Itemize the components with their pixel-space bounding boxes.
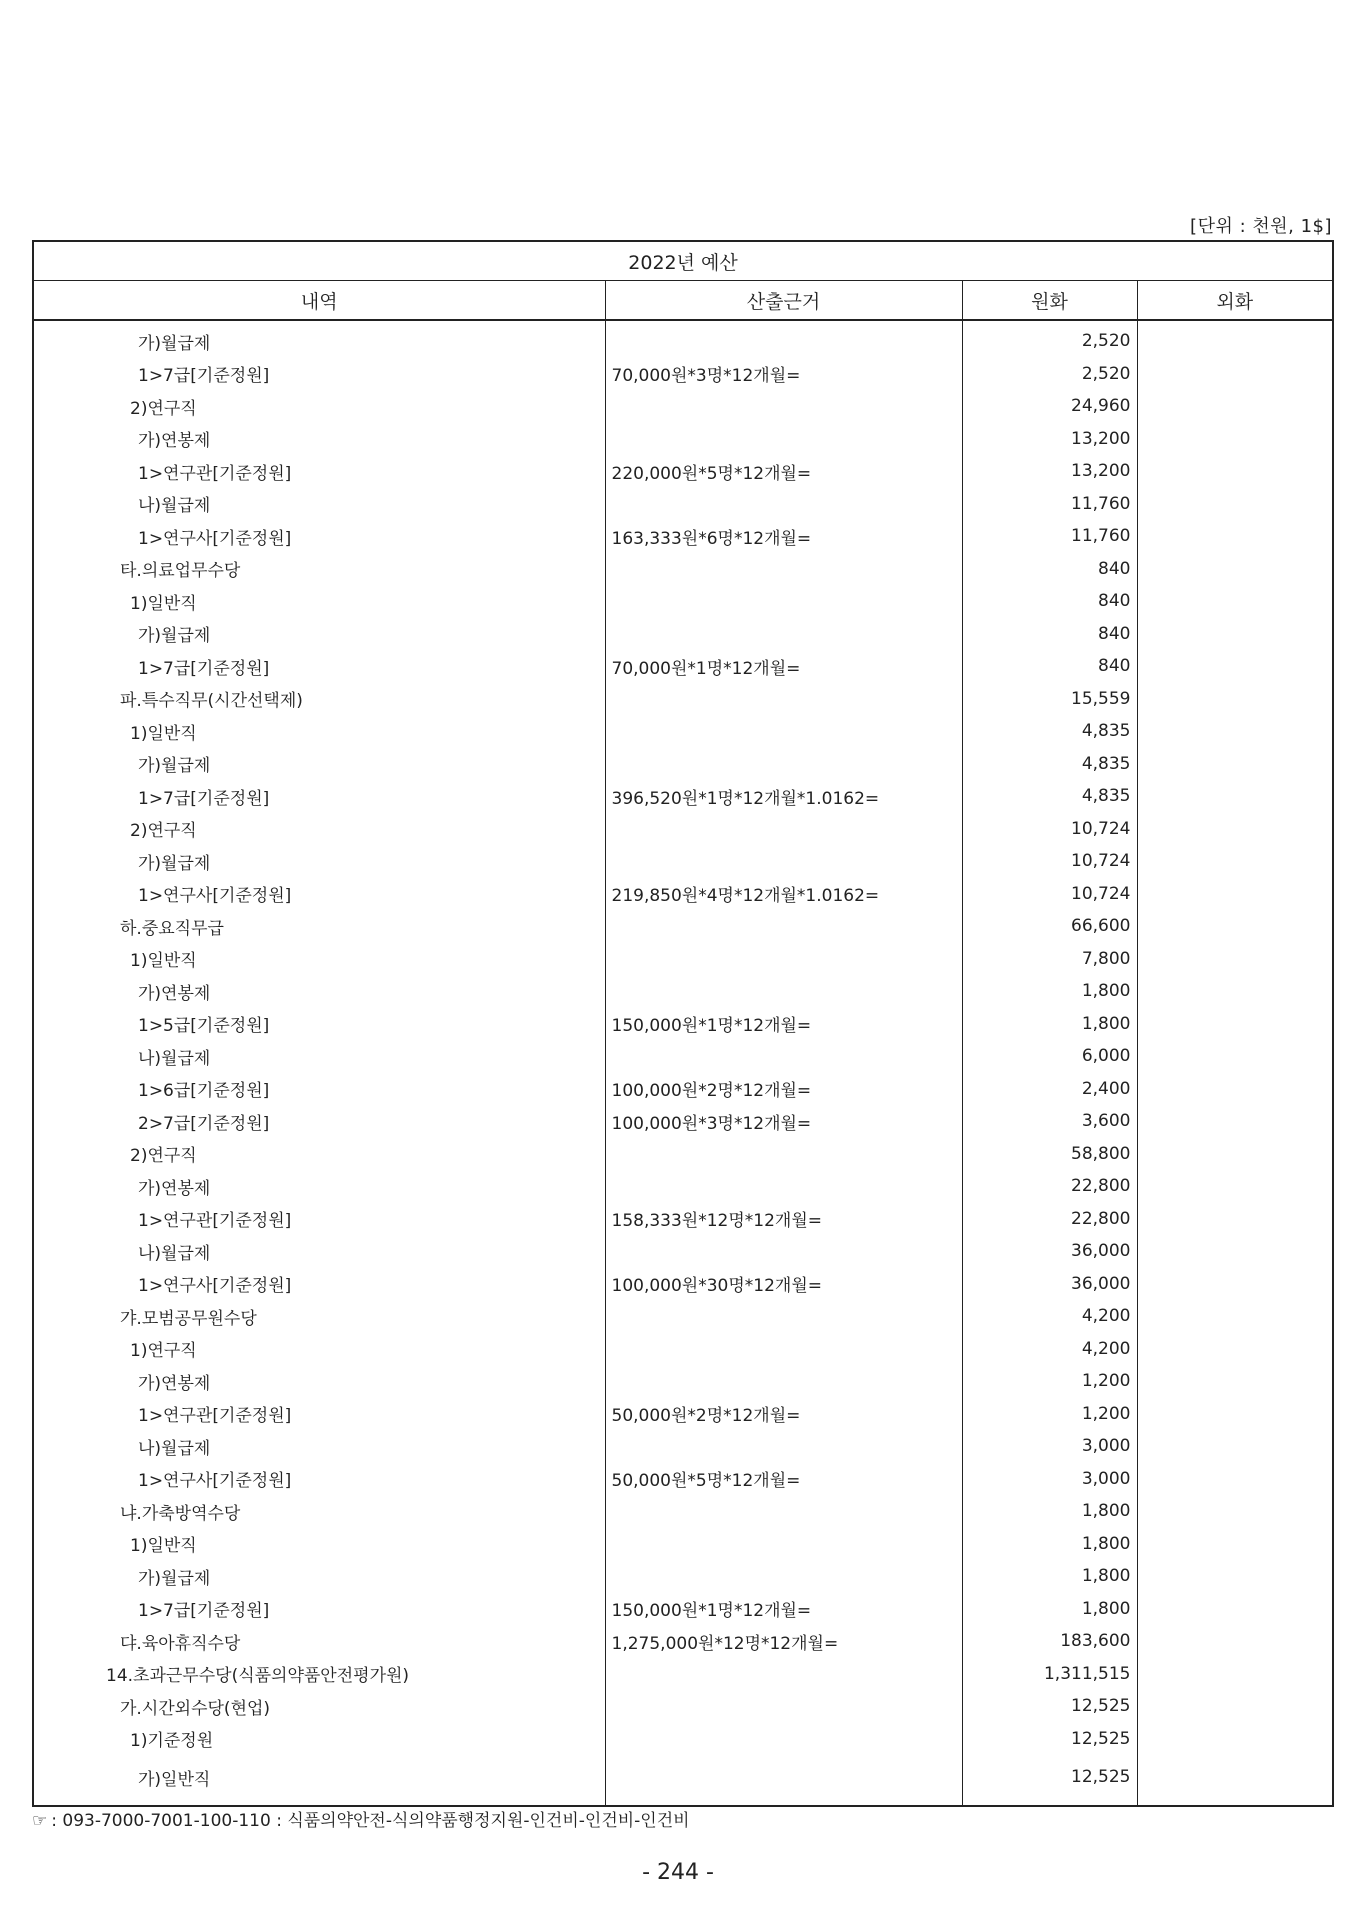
row-krw: 4,200 bbox=[962, 1333, 1137, 1366]
row-item: 14.초과근무수당(식품의약품안전평가원) bbox=[33, 1658, 605, 1691]
table-title: 2022년 예산 bbox=[33, 241, 1333, 281]
table-row bbox=[33, 423, 1333, 456]
row-item: 1)일반직 bbox=[33, 585, 605, 618]
row-fx bbox=[1137, 1138, 1333, 1171]
row-fx bbox=[1137, 878, 1333, 911]
table-row bbox=[33, 1625, 1333, 1658]
table-row bbox=[33, 1495, 1333, 1528]
row-item: 파.특수직무(시간선택제) bbox=[33, 683, 605, 716]
row-basis: 150,000원*1명*12개월= bbox=[605, 1593, 962, 1626]
row-krw: 10,724 bbox=[962, 813, 1137, 846]
row-fx bbox=[1137, 1430, 1333, 1463]
row-item: 1>연구사[기준정원] bbox=[33, 1268, 605, 1301]
footnote bbox=[32, 1806, 690, 1831]
row-basis bbox=[605, 553, 962, 586]
row-item: 2>7급[기준정원] bbox=[33, 1105, 605, 1138]
row-basis bbox=[605, 1235, 962, 1268]
row-item: 2)연구직 bbox=[33, 813, 605, 846]
row-fx bbox=[1137, 423, 1333, 456]
row-fx bbox=[1137, 1625, 1333, 1658]
row-fx bbox=[1137, 520, 1333, 553]
row-basis: 50,000원*2명*12개월= bbox=[605, 1398, 962, 1431]
row-krw: 1,800 bbox=[962, 1593, 1137, 1626]
row-item: 1)일반직 bbox=[33, 1528, 605, 1561]
table-row bbox=[33, 320, 1333, 358]
row-fx bbox=[1137, 1398, 1333, 1431]
row-krw: 3,600 bbox=[962, 1105, 1137, 1138]
row-krw: 840 bbox=[962, 650, 1137, 683]
row-basis: 1,275,000원*12명*12개월= bbox=[605, 1625, 962, 1658]
row-fx bbox=[1137, 1658, 1333, 1691]
row-basis bbox=[605, 943, 962, 976]
table-row bbox=[33, 1235, 1333, 1268]
row-basis: 163,333원*6명*12개월= bbox=[605, 520, 962, 553]
row-krw: 4,200 bbox=[962, 1300, 1137, 1333]
table-row bbox=[33, 553, 1333, 586]
row-basis bbox=[605, 910, 962, 943]
table-row bbox=[33, 1040, 1333, 1073]
row-fx bbox=[1137, 845, 1333, 878]
row-fx bbox=[1137, 813, 1333, 846]
row-fx bbox=[1137, 1690, 1333, 1723]
row-item: 1>연구사[기준정원] bbox=[33, 520, 605, 553]
row-item: 나)월급제 bbox=[33, 1430, 605, 1463]
row-item: 냐.가축방역수당 bbox=[33, 1495, 605, 1528]
row-krw: 10,724 bbox=[962, 878, 1137, 911]
row-krw: 840 bbox=[962, 585, 1137, 618]
row-item: 1>연구사[기준정원] bbox=[33, 878, 605, 911]
row-basis bbox=[605, 1495, 962, 1528]
table-row bbox=[33, 1138, 1333, 1171]
row-item: 하.중요직무급 bbox=[33, 910, 605, 943]
table-row bbox=[33, 1398, 1333, 1431]
row-basis bbox=[605, 1365, 962, 1398]
table-row bbox=[33, 1073, 1333, 1106]
row-basis bbox=[605, 813, 962, 846]
table-body bbox=[33, 320, 1333, 1806]
row-fx bbox=[1137, 1528, 1333, 1561]
row-item: 갸.모범공무원수당 bbox=[33, 1300, 605, 1333]
table-row bbox=[33, 1463, 1333, 1496]
table-row bbox=[33, 1008, 1333, 1041]
table-row bbox=[33, 618, 1333, 651]
row-krw: 1,800 bbox=[962, 1560, 1137, 1593]
table-row bbox=[33, 1658, 1333, 1691]
row-item: 1>7급[기준정원] bbox=[33, 1593, 605, 1626]
row-item: 2)연구직 bbox=[33, 390, 605, 423]
row-krw: 4,835 bbox=[962, 780, 1137, 813]
row-krw: 15,559 bbox=[962, 683, 1137, 716]
page-number: - 244 - bbox=[642, 1860, 714, 1885]
row-item: 1>5급[기준정원] bbox=[33, 1008, 605, 1041]
row-fx bbox=[1137, 618, 1333, 651]
row-fx bbox=[1137, 1495, 1333, 1528]
row-item: 1>7급[기준정원] bbox=[33, 650, 605, 683]
row-krw: 58,800 bbox=[962, 1138, 1137, 1171]
row-basis bbox=[605, 320, 962, 358]
row-basis bbox=[605, 1690, 962, 1723]
row-basis bbox=[605, 585, 962, 618]
row-basis bbox=[605, 1560, 962, 1593]
row-item: 나)월급제 bbox=[33, 488, 605, 521]
row-basis bbox=[605, 1138, 962, 1171]
table-row bbox=[33, 1593, 1333, 1626]
row-basis bbox=[605, 1755, 962, 1806]
row-item: 가)연봉제 bbox=[33, 423, 605, 456]
table-row bbox=[33, 455, 1333, 488]
row-item: 나)월급제 bbox=[33, 1040, 605, 1073]
row-fx bbox=[1137, 1008, 1333, 1041]
row-fx bbox=[1137, 390, 1333, 423]
row-fx bbox=[1137, 1268, 1333, 1301]
row-krw: 13,200 bbox=[962, 455, 1137, 488]
row-krw: 1,311,515 bbox=[962, 1658, 1137, 1691]
row-fx bbox=[1137, 1105, 1333, 1138]
row-krw: 1,800 bbox=[962, 1528, 1137, 1561]
row-basis: 220,000원*5명*12개월= bbox=[605, 455, 962, 488]
row-fx bbox=[1137, 1170, 1333, 1203]
row-fx bbox=[1137, 715, 1333, 748]
row-basis bbox=[605, 845, 962, 878]
row-basis bbox=[605, 618, 962, 651]
row-fx bbox=[1137, 1560, 1333, 1593]
table-row bbox=[33, 1170, 1333, 1203]
row-fx bbox=[1137, 585, 1333, 618]
row-item: 타.의료업무수당 bbox=[33, 553, 605, 586]
table-row bbox=[33, 1690, 1333, 1723]
row-item: 가.시간외수당(현업) bbox=[33, 1690, 605, 1723]
row-basis bbox=[605, 975, 962, 1008]
row-item: 1>연구사[기준정원] bbox=[33, 1463, 605, 1496]
row-krw: 3,000 bbox=[962, 1430, 1137, 1463]
table-row bbox=[33, 975, 1333, 1008]
row-fx bbox=[1137, 1073, 1333, 1106]
row-krw: 13,200 bbox=[962, 423, 1137, 456]
row-item: 가)월급제 bbox=[33, 320, 605, 358]
row-item: 가)연봉제 bbox=[33, 1365, 605, 1398]
row-basis: 70,000원*1명*12개월= bbox=[605, 650, 962, 683]
row-fx bbox=[1137, 748, 1333, 781]
row-item: 1)일반직 bbox=[33, 715, 605, 748]
row-krw: 66,600 bbox=[962, 910, 1137, 943]
row-basis bbox=[605, 683, 962, 716]
header-item: 내역 bbox=[33, 281, 605, 321]
row-fx bbox=[1137, 320, 1333, 358]
table-row bbox=[33, 1333, 1333, 1366]
table-row bbox=[33, 1755, 1333, 1806]
row-krw: 4,835 bbox=[962, 715, 1137, 748]
row-fx bbox=[1137, 975, 1333, 1008]
table-row bbox=[33, 748, 1333, 781]
table-header-row bbox=[33, 281, 1333, 321]
row-item: 가)월급제 bbox=[33, 845, 605, 878]
row-basis bbox=[605, 488, 962, 521]
row-basis bbox=[605, 715, 962, 748]
row-basis bbox=[605, 1723, 962, 1756]
row-krw: 7,800 bbox=[962, 943, 1137, 976]
table-row bbox=[33, 715, 1333, 748]
row-krw: 4,835 bbox=[962, 748, 1137, 781]
row-fx bbox=[1137, 1755, 1333, 1806]
row-krw: 6,000 bbox=[962, 1040, 1137, 1073]
row-item: 1>연구관[기준정원] bbox=[33, 1203, 605, 1236]
row-fx bbox=[1137, 1235, 1333, 1268]
table-row bbox=[33, 910, 1333, 943]
row-fx bbox=[1137, 488, 1333, 521]
row-basis: 396,520원*1명*12개월*1.0162= bbox=[605, 780, 962, 813]
row-item: 1>연구관[기준정원] bbox=[33, 1398, 605, 1431]
row-fx bbox=[1137, 455, 1333, 488]
row-krw: 1,800 bbox=[962, 1495, 1137, 1528]
table-row bbox=[33, 943, 1333, 976]
footnote-text: : 093-7000-7001-100-110 : 식품의약안전-식의약품행정지원-인건비-인건비-인건비 bbox=[51, 1811, 690, 1831]
table-row bbox=[33, 1365, 1333, 1398]
row-krw: 1,200 bbox=[962, 1365, 1137, 1398]
row-item: 가)일반직 bbox=[33, 1755, 605, 1806]
row-fx bbox=[1137, 1365, 1333, 1398]
row-basis: 150,000원*1명*12개월= bbox=[605, 1008, 962, 1041]
row-basis: 70,000원*3명*12개월= bbox=[605, 358, 962, 391]
header-basis: 산출근거 bbox=[605, 281, 962, 321]
row-krw: 840 bbox=[962, 553, 1137, 586]
row-basis bbox=[605, 1658, 962, 1691]
row-krw: 36,000 bbox=[962, 1235, 1137, 1268]
table-row bbox=[33, 1528, 1333, 1561]
row-krw: 1,800 bbox=[962, 1008, 1137, 1041]
row-krw: 840 bbox=[962, 618, 1137, 651]
row-item: 1)연구직 bbox=[33, 1333, 605, 1366]
table-row bbox=[33, 585, 1333, 618]
row-krw: 183,600 bbox=[962, 1625, 1137, 1658]
row-krw: 22,800 bbox=[962, 1203, 1137, 1236]
table-row bbox=[33, 845, 1333, 878]
table-row bbox=[33, 390, 1333, 423]
row-krw: 2,520 bbox=[962, 358, 1137, 391]
table-row bbox=[33, 1300, 1333, 1333]
table-row bbox=[33, 650, 1333, 683]
row-basis: 100,000원*2명*12개월= bbox=[605, 1073, 962, 1106]
row-basis: 100,000원*3명*12개월= bbox=[605, 1105, 962, 1138]
table-row bbox=[33, 878, 1333, 911]
row-fx bbox=[1137, 1593, 1333, 1626]
unit-label: [단위 : 천원, 1$] bbox=[1190, 216, 1332, 237]
row-fx bbox=[1137, 553, 1333, 586]
pointing-hand-icon: ☞ bbox=[32, 1811, 48, 1831]
header-krw: 원화 bbox=[962, 281, 1137, 321]
row-fx bbox=[1137, 910, 1333, 943]
table-title-row bbox=[33, 241, 1333, 281]
row-item: 가)월급제 bbox=[33, 1560, 605, 1593]
row-basis bbox=[605, 1170, 962, 1203]
row-krw: 24,960 bbox=[962, 390, 1137, 423]
row-krw: 12,525 bbox=[962, 1690, 1137, 1723]
row-krw: 11,760 bbox=[962, 488, 1137, 521]
row-fx bbox=[1137, 1203, 1333, 1236]
table-row bbox=[33, 520, 1333, 553]
row-item: 1>연구관[기준정원] bbox=[33, 455, 605, 488]
row-fx bbox=[1137, 1040, 1333, 1073]
row-krw: 11,760 bbox=[962, 520, 1137, 553]
table-row bbox=[33, 1430, 1333, 1463]
row-fx bbox=[1137, 650, 1333, 683]
row-krw: 2,520 bbox=[962, 320, 1137, 358]
row-basis bbox=[605, 1528, 962, 1561]
row-basis bbox=[605, 1300, 962, 1333]
row-item: 가)연봉제 bbox=[33, 975, 605, 1008]
row-item: 1>6급[기준정원] bbox=[33, 1073, 605, 1106]
row-fx bbox=[1137, 358, 1333, 391]
row-fx bbox=[1137, 780, 1333, 813]
row-item: 가)월급제 bbox=[33, 748, 605, 781]
table-row bbox=[33, 1560, 1333, 1593]
table-row bbox=[33, 1203, 1333, 1236]
row-basis: 158,333원*12명*12개월= bbox=[605, 1203, 962, 1236]
row-krw: 1,200 bbox=[962, 1398, 1137, 1431]
table-row bbox=[33, 358, 1333, 391]
row-basis bbox=[605, 1040, 962, 1073]
row-krw: 22,800 bbox=[962, 1170, 1137, 1203]
table-row bbox=[33, 1268, 1333, 1301]
row-item: 나)월급제 bbox=[33, 1235, 605, 1268]
row-fx bbox=[1137, 943, 1333, 976]
row-basis bbox=[605, 748, 962, 781]
row-basis bbox=[605, 1333, 962, 1366]
row-fx bbox=[1137, 683, 1333, 716]
row-basis bbox=[605, 390, 962, 423]
row-item: 1)기준정원 bbox=[33, 1723, 605, 1756]
table-row bbox=[33, 780, 1333, 813]
row-krw: 2,400 bbox=[962, 1073, 1137, 1106]
row-item: 2)연구직 bbox=[33, 1138, 605, 1171]
header-fx: 외화 bbox=[1137, 281, 1333, 321]
row-fx bbox=[1137, 1723, 1333, 1756]
row-item: 1>7급[기준정원] bbox=[33, 358, 605, 391]
table-row bbox=[33, 1105, 1333, 1138]
row-krw: 36,000 bbox=[962, 1268, 1137, 1301]
table-row bbox=[33, 1723, 1333, 1756]
budget-table bbox=[32, 240, 1334, 1807]
row-krw: 12,525 bbox=[962, 1723, 1137, 1756]
table-row bbox=[33, 488, 1333, 521]
row-krw: 3,000 bbox=[962, 1463, 1137, 1496]
row-item: 가)연봉제 bbox=[33, 1170, 605, 1203]
row-basis: 50,000원*5명*12개월= bbox=[605, 1463, 962, 1496]
row-krw: 12,525 bbox=[962, 1755, 1137, 1806]
row-basis: 100,000원*30명*12개월= bbox=[605, 1268, 962, 1301]
table-row bbox=[33, 683, 1333, 716]
table-row bbox=[33, 813, 1333, 846]
row-krw: 1,800 bbox=[962, 975, 1137, 1008]
row-item: 1)일반직 bbox=[33, 943, 605, 976]
row-item: 가)월급제 bbox=[33, 618, 605, 651]
row-item: 1>7급[기준정원] bbox=[33, 780, 605, 813]
row-item: 댜.육아휴직수당 bbox=[33, 1625, 605, 1658]
row-basis bbox=[605, 1430, 962, 1463]
row-fx bbox=[1137, 1300, 1333, 1333]
row-basis bbox=[605, 423, 962, 456]
row-krw: 10,724 bbox=[962, 845, 1137, 878]
row-basis: 219,850원*4명*12개월*1.0162= bbox=[605, 878, 962, 911]
row-fx bbox=[1137, 1333, 1333, 1366]
row-fx bbox=[1137, 1463, 1333, 1496]
